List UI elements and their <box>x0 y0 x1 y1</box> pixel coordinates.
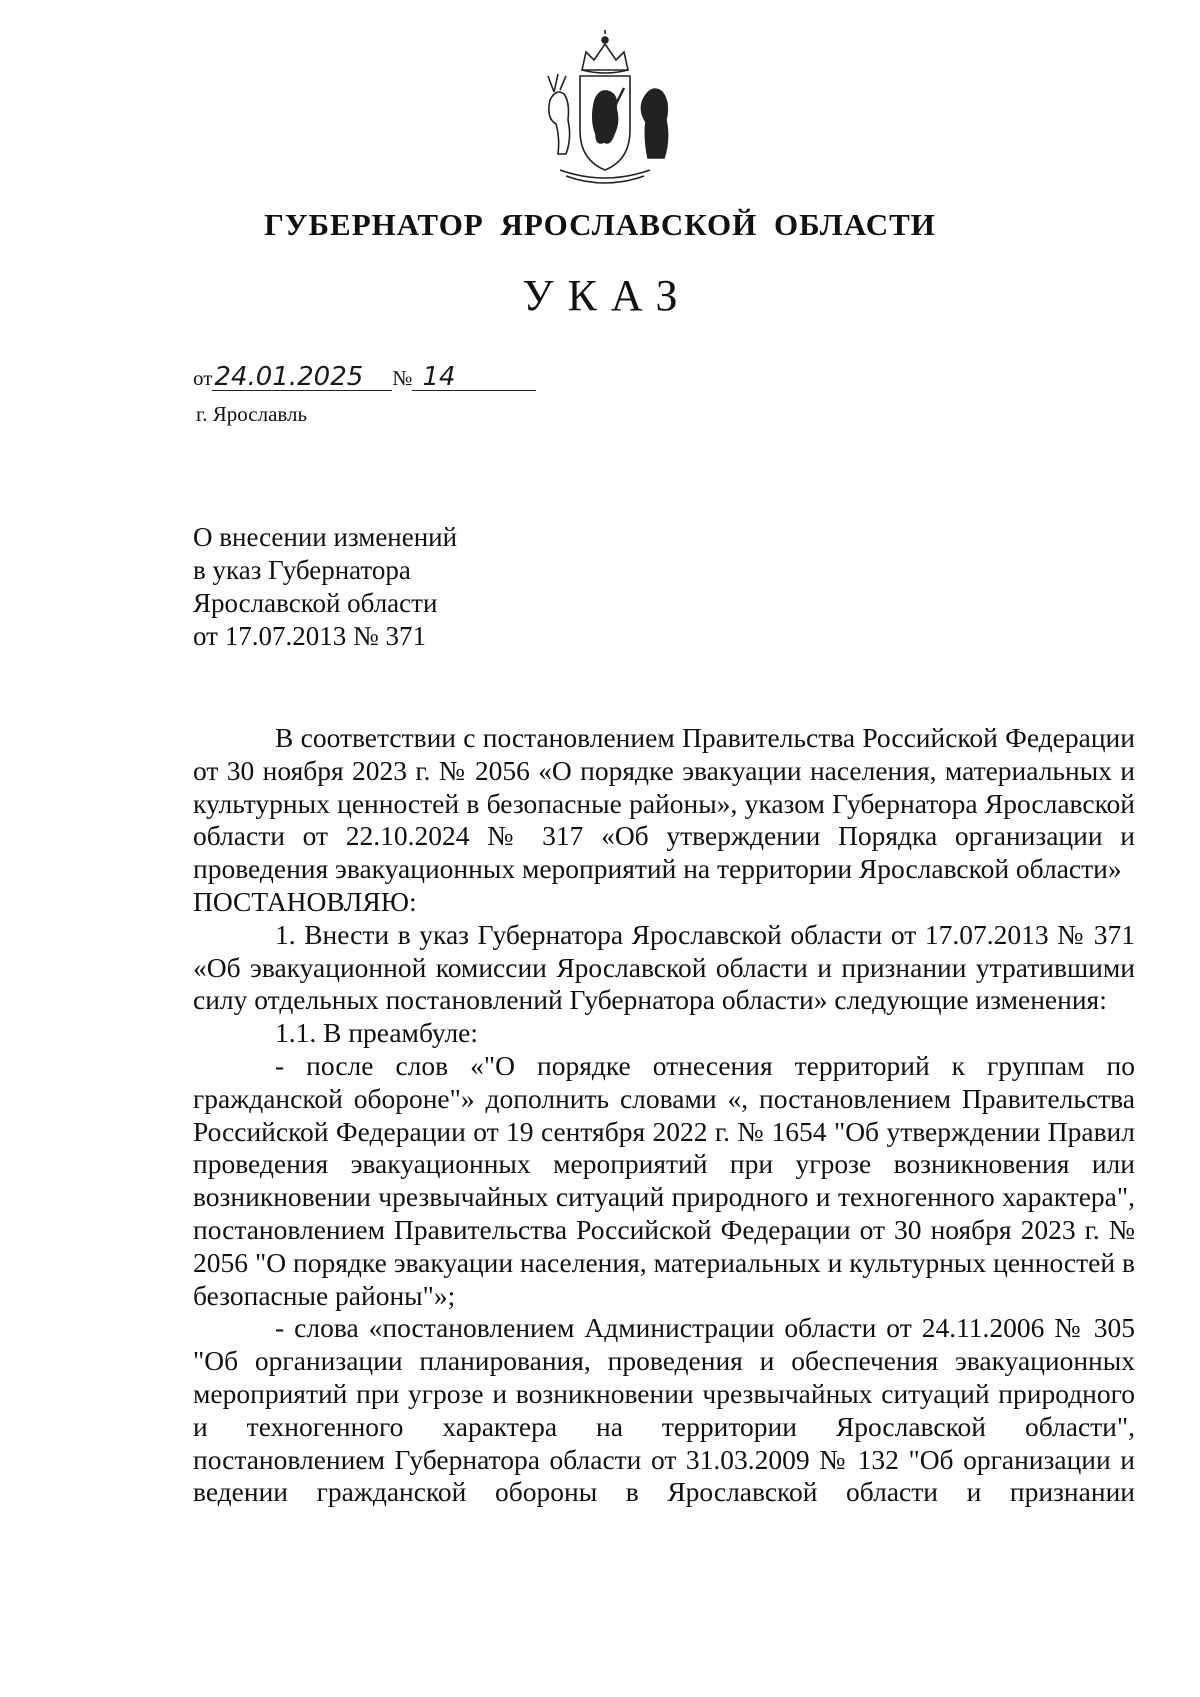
organization-title: ГУБЕРНАТОР ЯРОСЛАВСКОЙ ОБЛАСТИ <box>264 207 936 242</box>
body-paragraph: В соответствии с постановлением Правительства Российской Федерации от 30 ноября 2023 г. № 2056 «О порядке эвакуации населения, материальных и культурных ценностей в безопасные районы», указом Губернатора Ярославской области от 22.10.2024 № 317 «Об утверждении Порядка организации и проведения эвакуационных мероприятий на территории Ярославской области» <box>193 722 1135 885</box>
decree-keyword: ПОСТАНОВЛЯЮ: <box>193 885 417 917</box>
city: г. Ярославль <box>196 402 308 426</box>
subject-block <box>193 521 457 653</box>
subject-line: от 17.07.2013 № 371 <box>193 621 426 651</box>
handwritten-date: 24.01.2025 <box>212 364 392 391</box>
document-body <box>193 722 1135 1509</box>
body-paragraph: 1. Внести в указ Губернатора Ярославской области от 17.07.2013 № 371 «Об эвакуационной комиссии Ярославской области и признании утратившими силу отдельных постановлений Губернатора области» следующие изменения: <box>193 918 1135 1016</box>
subject-line: в указ Губернатора <box>193 555 411 585</box>
number-prefix: № <box>392 366 413 390</box>
body-paragraph: - после слов «"О порядке отнесения территорий к группам по гражданской обороне"» дополнить словами «, постановлением Правительства Российской Федерации от 19 сентября 2022 г. № 1654 "Об утверждении Правил проведения эвакуационных мероприятий при угрозе возникновения или возникновении чрезвычайных ситуаций природного и техногенного характера", постановлением Правительства Российской Федерации от 30 ноября 2023 г. № 2056 "О порядке эвакуации населения, материальных и культурных ценностей в безопасные районы"»; <box>193 1049 1135 1311</box>
body-paragraph: 1.1. В преамбуле: <box>275 1017 479 1049</box>
handwritten-number: 14 <box>412 364 536 391</box>
date-prefix: от <box>193 366 213 390</box>
subject-line: Ярославской области <box>193 588 438 618</box>
coat-of-arms-icon <box>530 30 680 190</box>
subject-line: О внесении изменений <box>193 522 458 552</box>
date-number-line <box>193 364 536 391</box>
body-paragraph: - слова «постановлением Администрации области от 24.11.2006 № 305 "Об организации планирования, проведения и обеспечения эвакуационных мероприятий при угрозе и возникновении чрезвычайных ситуаций природного и техногенного характера на территории Ярославской области", постановлением Губернатора области от 31.03.2009 № 132 "Об организации и ведении гражданской обороны в Ярославской области и признании <box>193 1312 1135 1508</box>
document-type: УКАЗ <box>522 271 692 320</box>
